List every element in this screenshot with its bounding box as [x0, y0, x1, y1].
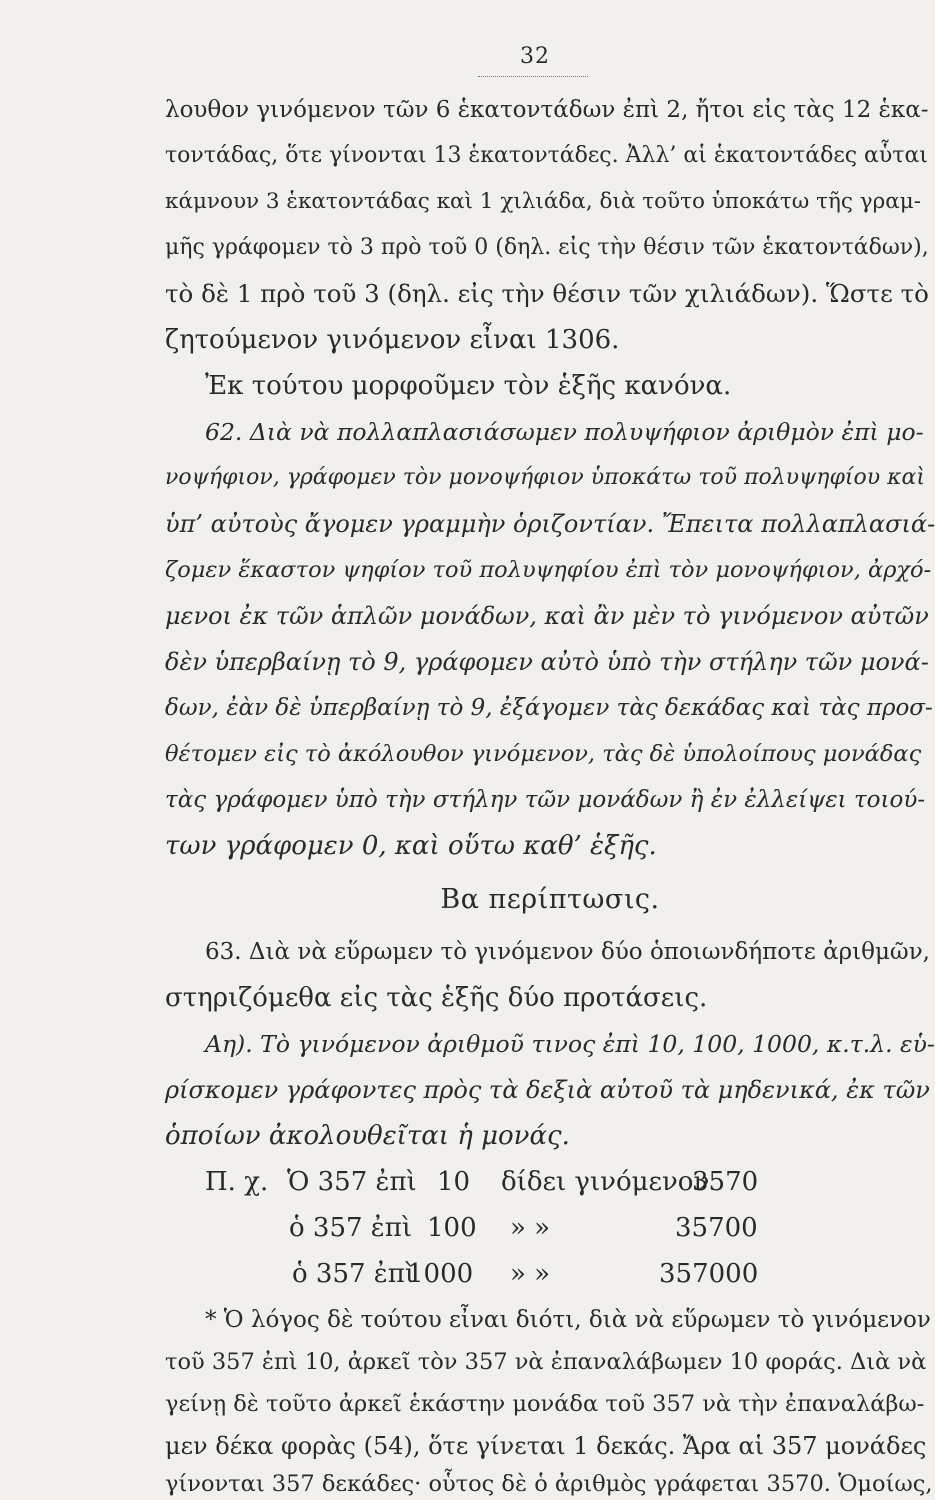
- rule-line: τὰς γράφομεν ὑπὸ τὴν στήλην τῶν μονάδων ἢ ἐν ἐλλείψει τοιού-: [165, 787, 926, 813]
- note-line: τοῦ 357 ἐπὶ 10, ἀρκεῖ τὸν 357 νὰ ἐπαναλάβωμεν 10 φοράς. Διὰ νὰ: [165, 1349, 927, 1375]
- rule-line: ζομεν ἕκαστον ψηφίον τοῦ πολυψηφίου ἐπὶ τὸν μονοψήφιον, ἀρχό-: [165, 557, 932, 583]
- example-b: 10: [437, 1167, 471, 1197]
- rule-line: δων, ἐὰν δὲ ὑπερβαίνῃ τὸ 9, ἐξάγομεν τὰς δεκάδας καὶ τὰς προσ-: [165, 695, 933, 721]
- example-a: ὁ 357 ἐπὶ: [292, 1259, 416, 1289]
- example-a: ὁ 357 ἐπὶ: [289, 1213, 413, 1243]
- rule-line: μενοι ἐκ τῶν ἁπλῶν μονάδων, καὶ ἂν μὲν τὸ γινόμενον αὐτῶν: [165, 602, 929, 630]
- rule-line: δὲν ὑπερβαίνῃ τὸ 9, γράφομεν αὐτὸ ὑπὸ τὴν στήλην τῶν μονά-: [165, 648, 929, 676]
- rule-line: των γράφομεν 0, καὶ οὕτω καθ’ ἑξῆς.: [165, 831, 657, 861]
- text-line: κάμνουν 3 ἑκατοντάδας καὶ 1 χιλιάδα, διὰ τοῦτο ὑποκάτω τῆς γραμ-: [165, 189, 922, 214]
- proposition-line: ρίσκομεν γράφοντες πρὸς τὰ δεξιὰ αὐτοῦ τὰ μηδενικά, ἐκ τῶν: [165, 1076, 930, 1104]
- page-number: 32: [520, 44, 550, 69]
- example-a: Ὁ 357 ἐπὶ: [287, 1167, 417, 1197]
- text-line: μῆς γράφομεν τὸ 3 πρὸ τοῦ 0 (δηλ. εἰς τὴν θέσιν τῶν ἑκατοντάδων),: [165, 235, 929, 260]
- text-line: στηριζόμεθα εἰς τὰς ἑξῆς δύο προτάσεις.: [165, 983, 708, 1013]
- note-line: * Ὁ λόγος δὲ τούτου εἶναι διότι, διὰ νὰ εὕρωμεν τὸ γινόμενον: [205, 1307, 931, 1333]
- example-c: » »: [510, 1259, 551, 1289]
- example-d: 35700: [675, 1213, 758, 1243]
- example-c: » »: [510, 1213, 551, 1243]
- page-number-rule: [478, 76, 588, 77]
- example-d: 357000: [659, 1259, 759, 1289]
- example-label: Π. χ.: [205, 1167, 269, 1197]
- example-c: δίδει γινόμενον: [501, 1167, 710, 1197]
- rule-line: ὑπ’ αὐτοὺς ἄγομεν γραμμὴν ὁριζοντίαν. Ἔπειτα πολλαπλασιά-: [165, 510, 935, 538]
- text-line: τοντάδας, ὅτε γίνονται 13 ἑκατοντάδες. Ἀλλ’ αἱ ἑκατοντάδες αὗται: [165, 143, 928, 168]
- rule-line: νοψήφιον, γράφομεν τὸν μονοψήφιον ὑποκάτω τοῦ πολυψηφίου καὶ: [165, 465, 926, 490]
- note-line: μεν δέκα φορὰς (54), ὅτε γίνεται 1 δεκάς. Ἄρα αἱ 357 μονάδες: [165, 1432, 927, 1460]
- rule-line: 62. Διὰ νὰ πολλαπλασιάσωμεν πολυψήφιον ἀριθμὸν ἐπὶ μο-: [205, 418, 924, 446]
- note-line: γείνῃ δὲ τοῦτο ἀρκεῖ ἑκάστην μονάδα τοῦ 357 νὰ τὴν ἐπαναλάβω-: [165, 1391, 925, 1417]
- text-line: λουθον γινόμενον τῶν 6 ἑκατοντάδων ἐπὶ 2, ἤτοι εἰς τὰς 12 ἑκα-: [165, 97, 929, 123]
- text-line: ζητούμενον γινόμενον εἶναι 1306.: [165, 325, 620, 355]
- rule-intro: Ἐκ τούτου μορφοῦμεν τὸν ἑξῆς κανόνα.: [205, 371, 732, 401]
- text-line: 63. Διὰ νὰ εὕρωμεν τὸ γινόμενον δύο ὁποιωνδήποτε ἀριθμῶν,: [205, 939, 930, 965]
- note-line: γίνονται 357 δεκάδες· οὗτος δὲ ὁ ἀριθμὸς γράφεται 3570. Ὁμοίως,: [165, 1471, 933, 1497]
- example-d: 3570: [692, 1167, 759, 1197]
- example-b: 1000: [407, 1259, 474, 1289]
- text-line: τὸ δὲ 1 πρὸ τοῦ 3 (δηλ. εἰς τὴν θέσιν τῶν χιλιάδων). Ὥστε τὸ: [165, 279, 929, 308]
- proposition-line: Αη). Τὸ γινόμενον ἀριθμοῦ τινος ἐπὶ 10, 100, 1000, κ.τ.λ. εὑ-: [205, 1030, 935, 1058]
- section-heading: Βα περίπτωσις.: [440, 884, 660, 915]
- proposition-line: ὁποίων ἀκολουθεῖται ἡ μονάς.: [165, 1121, 570, 1151]
- rule-line: θέτομεν εἰς τὸ ἀκόλουθον γινόμενον, τὰς δὲ ὑπολοίπους μονάδας: [165, 741, 922, 767]
- example-b: 100: [427, 1213, 477, 1243]
